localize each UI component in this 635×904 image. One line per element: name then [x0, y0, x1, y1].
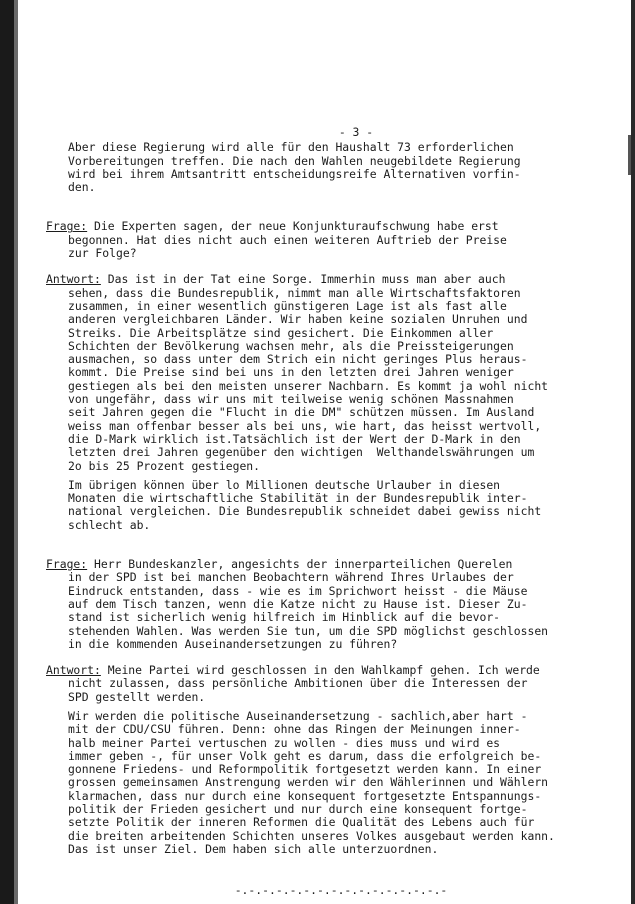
text-line: in die kommenden Auseinandersetzungen zu führen?: [68, 636, 398, 651]
text-line: ausmachen, so dass unter dem Strich ein nicht geringes Plus heraus-: [68, 352, 528, 367]
text-line: Streiks. Die Arbeitsplätze sind gesichert. Die Einkommen aller: [68, 325, 494, 340]
text-line: halb meiner Partei vertuschen zu wollen - dies muss und wird es: [68, 735, 501, 750]
answer-text: Das ist in der Tat eine Sorge. Immerhin muss man aber auch: [100, 272, 506, 287]
text-line: national vergleichen. Die Bundesrepublik schneidet dabei gewiss nicht: [68, 504, 542, 519]
text-line: politik der Frieden gesichert und nur durch eine konsequent fortge-: [68, 802, 528, 817]
scan-left-edge: [0, 0, 14, 904]
text-line: den.: [68, 180, 96, 195]
page-number: - 3 -: [338, 125, 374, 139]
question-first-line: [46, 558, 616, 571]
scan-right-edge: [631, 0, 635, 904]
scan-left-shadow: [14, 0, 18, 904]
question-text: Herr Bundeskanzler, angesichts der innerparteilichen Querelen: [87, 557, 513, 572]
intro-paragraph: [46, 141, 616, 194]
text-line: immer geben -, für unser Volk geht es darum, dass die erfolgreich be-: [68, 748, 542, 763]
answer-first-line: [46, 273, 616, 286]
text-line: stehenden Wahlen. Was werden Sie tun, um die SPD möglichst geschlossen: [68, 623, 549, 638]
text-line: gonnene Friedens- und Reformpolitik fortgesetzt werden kann. In einer: [68, 762, 542, 777]
text-line: Wir werden die politische Auseinandersetzung - sachlich,aber hart -: [68, 708, 528, 723]
text-line: von ungefähr, dass wir uns mit teilweise wenig schönen Massnahmen: [68, 392, 514, 407]
text-line: klarmachen, dass nur durch eine konsequent fortgesetzte Entspannungs-: [68, 788, 542, 803]
question-1: [46, 220, 616, 260]
text-line: die D-Mark wirklich ist.Tatsächlich ist der Wert der D-Mark in den: [68, 431, 521, 446]
text-line: Eindruck entstanden, dass - wie es im Sprichwort heisst - die Mäuse: [68, 583, 528, 598]
text-line: schlecht ab.: [68, 517, 151, 532]
closing-separator: -.-.-.-.-.-.-.-.-.-.-.-.-.-.-.-: [234, 883, 448, 898]
answer-first-line: [46, 664, 616, 677]
text-line: zusammen, in einer wesentlich günstigeren Lage ist als fast alle: [68, 298, 507, 313]
question-first-line: [46, 220, 616, 233]
text-line: Im übrigen können über lo Millionen deutsche Urlauber in diesen: [68, 477, 501, 492]
text-line: letzten drei Jahren gegenüber den wichtigen Welthandelswährungen um: [68, 445, 535, 460]
text-line: in der SPD ist bei manchen Beobachtern während Ihres Urlaubes der: [68, 570, 514, 585]
answer-label: Antwort:: [46, 663, 101, 678]
text-line: setzte Politik der inneren Reformen die Qualität des Lebens auch für: [68, 815, 535, 830]
text-line: auf dem Tisch tanzen, wenn die Katze nicht zu Hause ist. Dieser Zu-: [68, 596, 528, 611]
text-line: SPD gestellt werden.: [68, 689, 206, 704]
text-line: begonnen. Hat dies nicht auch einen weiteren Auftrieb der Preise: [68, 232, 507, 247]
text-line: kommt. Die Preise sind bei uns in den letzten drei Jahren weniger: [68, 365, 514, 380]
text-line: die breiten arbeitenden Schichten unseres Volkes ausgebaut werden kann.: [68, 828, 555, 843]
answer-text: Meine Partei wird geschlossen in den Wahlkampf gehen. Ich werde: [100, 663, 540, 678]
text-line: sehen, dass die Bundesrepublik, nimmt man alle Wirtschaftsfaktoren: [68, 285, 521, 300]
question-text: Die Experten sagen, der neue Konjunkturaufschwung habe erst: [87, 219, 499, 234]
text-line: Schichten der Bevölkerung wachsen mehr, als die Preissteigerungen: [68, 338, 514, 353]
text-line: stand ist sicherlich wenig hilfreich im Hinblick auf die bevor-: [68, 610, 501, 625]
answer-label: Antwort:: [46, 272, 101, 287]
question-label: Frage:: [46, 219, 88, 234]
text-line: gestiegen als bei den meisten unserer Nachbarn. Es kommt ja wohl nicht: [68, 378, 549, 393]
text-line: Vorbereitungen treffen. Die nach den Wahlen neugebildete Regierung: [68, 153, 521, 168]
text-line: weiss man offenbar besser als bei uns, wie hart, das heisst wertvoll,: [68, 418, 542, 433]
text-line: 2o bis 25 Prozent gestiegen.: [68, 458, 261, 473]
text-line: Das ist unser Ziel. Dem haben sich alle unterzuordnen.: [68, 841, 439, 856]
text-line: zur Folge?: [68, 246, 137, 261]
text-line: Monaten die wirtschaftliche Stabilität in der Bundesrepublik inter-: [68, 491, 528, 506]
answer-2: [46, 664, 616, 856]
text-line: nicht zulassen, dass persönliche Ambitionen über die Interessen der: [68, 676, 528, 691]
text-line: Aber diese Regierung wird alle für den Haushalt 73 erforderlichen: [68, 140, 514, 155]
question-label: Frage:: [46, 557, 88, 572]
question-2: [46, 558, 616, 651]
text-line: anderen vergleichbaren Länder. Wir haben keine sozialen Unruhen und: [68, 312, 528, 327]
text-line: grossen gemeinsamen Anstrengung werden wir den Wählerinnen und Wählern: [68, 775, 549, 790]
document-page: [46, 126, 616, 898]
answer-1: [46, 273, 616, 532]
text-line: wird bei ihrem Amtsantritt entscheidungsreife Alternativen vorfin-: [68, 166, 521, 181]
scan-right-mark: [628, 135, 631, 175]
text-line: mit der CDU/CSU führen. Denn: ohne das Ringen der Meinungen inner-: [68, 722, 521, 737]
text-line: seit Jahren gegen die "Flucht in die DM" schützen müssen. Im Ausland: [68, 405, 535, 420]
